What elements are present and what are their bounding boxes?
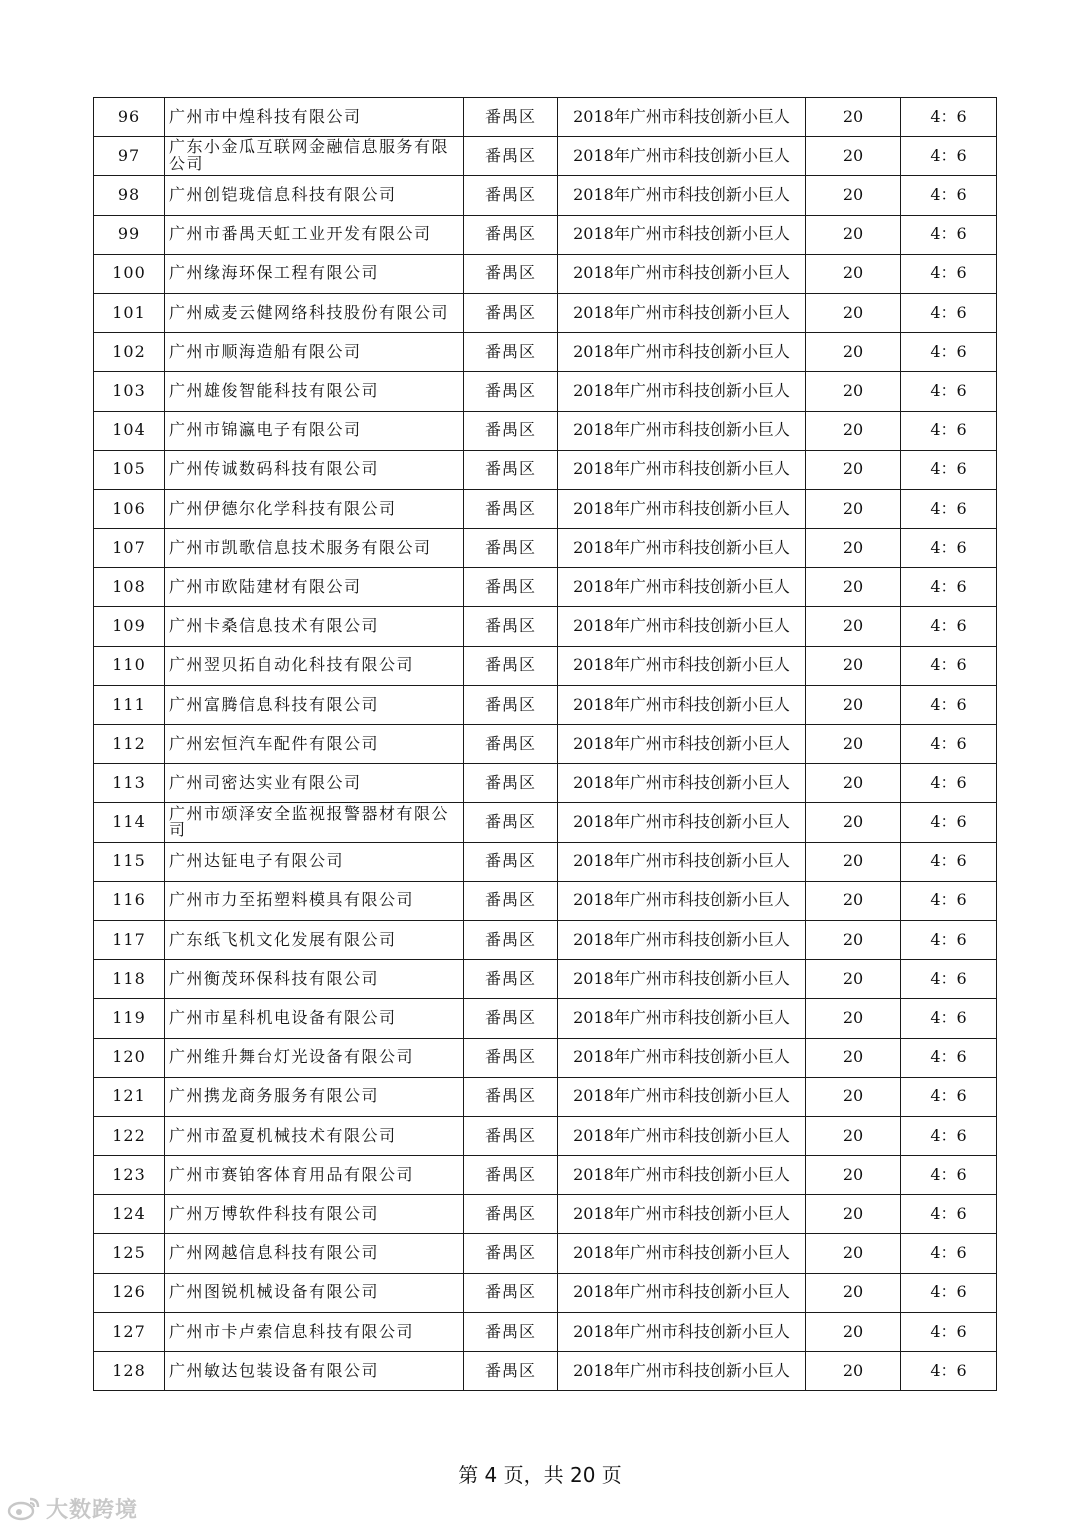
district-cell: 番禺区: [464, 1038, 558, 1077]
project-name-cell: 2018年广州市科技创新小巨人: [558, 646, 806, 685]
row-number-cell: 119: [94, 999, 165, 1038]
table-row: [94, 568, 997, 607]
row-number-cell: 115: [94, 842, 165, 881]
company-name-cell: 广州衡茂环保科技有限公司: [165, 960, 464, 999]
company-name-cell: 广州市凯歌信息技术服务有限公司: [165, 529, 464, 568]
project-name-cell: 2018年广州市科技创新小巨人: [558, 254, 806, 293]
funding-amount-cell: 20: [806, 881, 901, 920]
district-cell: 番禺区: [464, 176, 558, 215]
project-name-cell: 2018年广州市科技创新小巨人: [558, 999, 806, 1038]
company-name-cell: 广州维升舞台灯光设备有限公司: [165, 1038, 464, 1077]
company-name-cell: 广东小金瓜互联网金融信息服务有限公司: [165, 137, 464, 176]
funding-ratio-cell: 4：6: [901, 333, 997, 372]
funding-ratio-cell: 4：6: [901, 881, 997, 920]
project-name-cell: 2018年广州市科技创新小巨人: [558, 1273, 806, 1312]
funding-ratio-cell: 4：6: [901, 1195, 997, 1234]
funding-ratio-cell: 4：6: [901, 1312, 997, 1351]
funding-amount-cell: 20: [806, 1038, 901, 1077]
company-name-cell: 广州市星科机电设备有限公司: [165, 999, 464, 1038]
district-cell: 番禺区: [464, 999, 558, 1038]
project-name-cell: 2018年广州市科技创新小巨人: [558, 215, 806, 254]
weibo-logo-icon: [6, 1495, 42, 1521]
district-cell: 番禺区: [464, 254, 558, 293]
funding-amount-cell: 20: [806, 1156, 901, 1195]
table-row: [94, 1312, 997, 1351]
funding-ratio-cell: 4：6: [901, 920, 997, 959]
watermark-text: 大数跨境: [46, 1497, 139, 1523]
company-name-cell: 广州市赛铂客体育用品有限公司: [165, 1156, 464, 1195]
table-row: [94, 803, 997, 842]
company-name-cell: 广州市卡卢索信息科技有限公司: [165, 1312, 464, 1351]
table-row: [94, 920, 997, 959]
row-number-cell: 102: [94, 333, 165, 372]
district-cell: 番禺区: [464, 607, 558, 646]
funding-ratio-cell: 4：6: [901, 450, 997, 489]
company-name-cell: 广州传诚数码科技有限公司: [165, 450, 464, 489]
funding-ratio-cell: 4：6: [901, 568, 997, 607]
table-row: [94, 450, 997, 489]
row-number-cell: 126: [94, 1273, 165, 1312]
row-number-cell: 97: [94, 137, 165, 176]
row-number-cell: 120: [94, 1038, 165, 1077]
table-row: [94, 607, 997, 646]
funding-ratio-cell: 4：6: [901, 646, 997, 685]
funding-amount-cell: 20: [806, 215, 901, 254]
funding-amount-cell: 20: [806, 646, 901, 685]
company-name-cell: 广州网越信息科技有限公司: [165, 1234, 464, 1273]
table-row: [94, 176, 997, 215]
district-cell: 番禺区: [464, 215, 558, 254]
table-row: [94, 1038, 997, 1077]
funding-ratio-cell: 4：6: [901, 254, 997, 293]
funding-amount-cell: 20: [806, 1116, 901, 1155]
funding-amount-cell: 20: [806, 529, 901, 568]
district-cell: 番禺区: [464, 842, 558, 881]
funding-ratio-cell: 4：6: [901, 411, 997, 450]
district-cell: 番禺区: [464, 920, 558, 959]
company-name-cell: 广州市中煌科技有限公司: [165, 98, 464, 137]
project-name-cell: 2018年广州市科技创新小巨人: [558, 960, 806, 999]
district-cell: 番禺区: [464, 685, 558, 724]
table-row: [94, 215, 997, 254]
funding-ratio-cell: 4：6: [901, 176, 997, 215]
funding-ratio-cell: 4：6: [901, 1038, 997, 1077]
project-name-cell: 2018年广州市科技创新小巨人: [558, 529, 806, 568]
company-name-cell: 广州市颂泽安全监视报警器材有限公司: [165, 803, 464, 842]
table-row: [94, 685, 997, 724]
table-row: [94, 293, 997, 332]
company-name-cell: 广州威麦云健网络科技股份有限公司: [165, 293, 464, 332]
project-name-cell: 2018年广州市科技创新小巨人: [558, 685, 806, 724]
company-name-cell: 广州万博软件科技有限公司: [165, 1195, 464, 1234]
funding-amount-cell: 20: [806, 293, 901, 332]
funding-amount-cell: 20: [806, 725, 901, 764]
funding-amount-cell: 20: [806, 764, 901, 803]
table-row: [94, 98, 997, 137]
district-cell: 番禺区: [464, 489, 558, 528]
table-row: [94, 489, 997, 528]
row-number-cell: 108: [94, 568, 165, 607]
project-name-cell: 2018年广州市科技创新小巨人: [558, 176, 806, 215]
district-cell: 番禺区: [464, 803, 558, 842]
project-name-cell: 2018年广州市科技创新小巨人: [558, 1234, 806, 1273]
district-cell: 番禺区: [464, 1077, 558, 1116]
company-name-cell: 广州市番禺天虹工业开发有限公司: [165, 215, 464, 254]
row-number-cell: 105: [94, 450, 165, 489]
district-cell: 番禺区: [464, 725, 558, 764]
page-number-label: 第 4 页，共 20 页: [458, 1463, 622, 1487]
district-cell: 番禺区: [464, 137, 558, 176]
table-row: [94, 646, 997, 685]
funding-amount-cell: 20: [806, 842, 901, 881]
company-name-cell: 广东纸飞机文化发展有限公司: [165, 920, 464, 959]
company-name-cell: 广州图锐机械设备有限公司: [165, 1273, 464, 1312]
funding-ratio-cell: 4：6: [901, 960, 997, 999]
district-cell: 番禺区: [464, 98, 558, 137]
funding-amount-cell: 20: [806, 607, 901, 646]
district-cell: 番禺区: [464, 529, 558, 568]
funding-ratio-cell: 4：6: [901, 293, 997, 332]
project-name-cell: 2018年广州市科技创新小巨人: [558, 1352, 806, 1391]
row-number-cell: 101: [94, 293, 165, 332]
row-number-cell: 124: [94, 1195, 165, 1234]
funding-amount-cell: 20: [806, 685, 901, 724]
page-footer: [0, 1459, 1080, 1488]
project-name-cell: 2018年广州市科技创新小巨人: [558, 411, 806, 450]
table-row: [94, 333, 997, 372]
funding-amount-cell: 20: [806, 489, 901, 528]
funding-ratio-cell: 4：6: [901, 137, 997, 176]
district-cell: 番禺区: [464, 372, 558, 411]
table-row: [94, 254, 997, 293]
company-name-cell: 广州市锦瀛电子有限公司: [165, 411, 464, 450]
funding-ratio-cell: 4：6: [901, 489, 997, 528]
funding-ratio-cell: 4：6: [901, 999, 997, 1038]
table-row: [94, 372, 997, 411]
project-name-cell: 2018年广州市科技创新小巨人: [558, 920, 806, 959]
row-number-cell: 100: [94, 254, 165, 293]
district-cell: 番禺区: [464, 881, 558, 920]
district-cell: 番禺区: [464, 1234, 558, 1273]
funding-amount-cell: 20: [806, 372, 901, 411]
table-row: [94, 725, 997, 764]
company-name-cell: 广州司密达实业有限公司: [165, 764, 464, 803]
company-list-table: [93, 97, 997, 1391]
funding-amount-cell: 20: [806, 1077, 901, 1116]
funding-amount-cell: 20: [806, 568, 901, 607]
project-name-cell: 2018年广州市科技创新小巨人: [558, 568, 806, 607]
company-name-cell: 广州缘海环保工程有限公司: [165, 254, 464, 293]
funding-ratio-cell: 4：6: [901, 372, 997, 411]
funding-ratio-cell: 4：6: [901, 1273, 997, 1312]
company-name-cell: 广州卡桑信息技术有限公司: [165, 607, 464, 646]
district-cell: 番禺区: [464, 646, 558, 685]
project-name-cell: 2018年广州市科技创新小巨人: [558, 293, 806, 332]
district-cell: 番禺区: [464, 450, 558, 489]
district-cell: 番禺区: [464, 1312, 558, 1351]
table-row: [94, 842, 997, 881]
funding-amount-cell: 20: [806, 411, 901, 450]
company-name-cell: 广州携龙商务服务有限公司: [165, 1077, 464, 1116]
row-number-cell: 112: [94, 725, 165, 764]
company-name-cell: 广州富腾信息科技有限公司: [165, 685, 464, 724]
funding-amount-cell: 20: [806, 960, 901, 999]
table-row: [94, 529, 997, 568]
table-row: [94, 1156, 997, 1195]
funding-amount-cell: 20: [806, 1234, 901, 1273]
company-name-cell: 广州市盈夏机械技术有限公司: [165, 1116, 464, 1155]
table-row: [94, 1116, 997, 1155]
row-number-cell: 118: [94, 960, 165, 999]
company-name-cell: 广州翌贝拓自动化科技有限公司: [165, 646, 464, 685]
funding-amount-cell: 20: [806, 137, 901, 176]
row-number-cell: 109: [94, 607, 165, 646]
funding-amount-cell: 20: [806, 254, 901, 293]
table-row: [94, 764, 997, 803]
funding-ratio-cell: 4：6: [901, 803, 997, 842]
district-cell: 番禺区: [464, 411, 558, 450]
funding-amount-cell: 20: [806, 920, 901, 959]
project-name-cell: 2018年广州市科技创新小巨人: [558, 725, 806, 764]
project-name-cell: 2018年广州市科技创新小巨人: [558, 489, 806, 528]
funding-amount-cell: 20: [806, 1195, 901, 1234]
funding-amount-cell: 20: [806, 1273, 901, 1312]
company-name-cell: 广州创铠珑信息科技有限公司: [165, 176, 464, 215]
company-name-cell: 广州宏恒汽车配件有限公司: [165, 725, 464, 764]
row-number-cell: 114: [94, 803, 165, 842]
row-number-cell: 99: [94, 215, 165, 254]
row-number-cell: 96: [94, 98, 165, 137]
project-name-cell: 2018年广州市科技创新小巨人: [558, 137, 806, 176]
funding-ratio-cell: 4：6: [901, 1077, 997, 1116]
row-number-cell: 111: [94, 685, 165, 724]
table-row: [94, 960, 997, 999]
company-name-cell: 广州市顺海造船有限公司: [165, 333, 464, 372]
funding-ratio-cell: 4：6: [901, 764, 997, 803]
company-name-cell: 广州伊德尔化学科技有限公司: [165, 489, 464, 528]
funding-amount-cell: 20: [806, 803, 901, 842]
funding-ratio-cell: 4：6: [901, 685, 997, 724]
table-row: [94, 411, 997, 450]
project-name-cell: 2018年广州市科技创新小巨人: [558, 764, 806, 803]
funding-ratio-cell: 4：6: [901, 529, 997, 568]
district-cell: 番禺区: [464, 764, 558, 803]
table-row: [94, 999, 997, 1038]
project-name-cell: 2018年广州市科技创新小巨人: [558, 1156, 806, 1195]
funding-amount-cell: 20: [806, 450, 901, 489]
district-cell: 番禺区: [464, 293, 558, 332]
district-cell: 番禺区: [464, 1273, 558, 1312]
row-number-cell: 113: [94, 764, 165, 803]
row-number-cell: 98: [94, 176, 165, 215]
funding-ratio-cell: 4：6: [901, 1234, 997, 1273]
company-name-cell: 广州市力至拓塑料模具有限公司: [165, 881, 464, 920]
funding-ratio-cell: 4：6: [901, 607, 997, 646]
district-cell: 番禺区: [464, 1352, 558, 1391]
project-name-cell: 2018年广州市科技创新小巨人: [558, 450, 806, 489]
funding-amount-cell: 20: [806, 176, 901, 215]
row-number-cell: 104: [94, 411, 165, 450]
row-number-cell: 127: [94, 1312, 165, 1351]
project-name-cell: 2018年广州市科技创新小巨人: [558, 372, 806, 411]
project-name-cell: 2018年广州市科技创新小巨人: [558, 1116, 806, 1155]
table-row: [94, 1352, 997, 1391]
district-cell: 番禺区: [464, 960, 558, 999]
row-number-cell: 116: [94, 881, 165, 920]
row-number-cell: 107: [94, 529, 165, 568]
district-cell: 番禺区: [464, 333, 558, 372]
row-number-cell: 117: [94, 920, 165, 959]
funding-ratio-cell: 4：6: [901, 1352, 997, 1391]
funding-amount-cell: 20: [806, 1312, 901, 1351]
row-number-cell: 121: [94, 1077, 165, 1116]
company-name-cell: 广州雄俊智能科技有限公司: [165, 372, 464, 411]
project-name-cell: 2018年广州市科技创新小巨人: [558, 1195, 806, 1234]
row-number-cell: 122: [94, 1116, 165, 1155]
funding-amount-cell: 20: [806, 1352, 901, 1391]
table-body: [94, 98, 997, 1391]
funding-amount-cell: 20: [806, 98, 901, 137]
watermark: [6, 1493, 138, 1523]
project-name-cell: 2018年广州市科技创新小巨人: [558, 333, 806, 372]
company-name-cell: 广州达钲电子有限公司: [165, 842, 464, 881]
project-name-cell: 2018年广州市科技创新小巨人: [558, 98, 806, 137]
funding-amount-cell: 20: [806, 333, 901, 372]
table-row: [94, 1273, 997, 1312]
row-number-cell: 106: [94, 489, 165, 528]
project-name-cell: 2018年广州市科技创新小巨人: [558, 1312, 806, 1351]
table-row: [94, 881, 997, 920]
funding-ratio-cell: 4：6: [901, 215, 997, 254]
funding-ratio-cell: 4：6: [901, 1116, 997, 1155]
project-name-cell: 2018年广州市科技创新小巨人: [558, 1077, 806, 1116]
project-name-cell: 2018年广州市科技创新小巨人: [558, 803, 806, 842]
project-name-cell: 2018年广州市科技创新小巨人: [558, 881, 806, 920]
funding-ratio-cell: 4：6: [901, 98, 997, 137]
project-name-cell: 2018年广州市科技创新小巨人: [558, 607, 806, 646]
table-row: [94, 1234, 997, 1273]
project-name-cell: 2018年广州市科技创新小巨人: [558, 842, 806, 881]
row-number-cell: 128: [94, 1352, 165, 1391]
funding-ratio-cell: 4：6: [901, 1156, 997, 1195]
row-number-cell: 103: [94, 372, 165, 411]
row-number-cell: 110: [94, 646, 165, 685]
row-number-cell: 123: [94, 1156, 165, 1195]
company-name-cell: 广州市欧陆建材有限公司: [165, 568, 464, 607]
table-row: [94, 1077, 997, 1116]
row-number-cell: 125: [94, 1234, 165, 1273]
project-name-cell: 2018年广州市科技创新小巨人: [558, 1038, 806, 1077]
district-cell: 番禺区: [464, 568, 558, 607]
funding-ratio-cell: 4：6: [901, 725, 997, 764]
district-cell: 番禺区: [464, 1116, 558, 1155]
district-cell: 番禺区: [464, 1156, 558, 1195]
funding-amount-cell: 20: [806, 999, 901, 1038]
company-name-cell: 广州敏达包装设备有限公司: [165, 1352, 464, 1391]
funding-ratio-cell: 4：6: [901, 842, 997, 881]
table-row: [94, 137, 997, 176]
district-cell: 番禺区: [464, 1195, 558, 1234]
table-row: [94, 1195, 997, 1234]
